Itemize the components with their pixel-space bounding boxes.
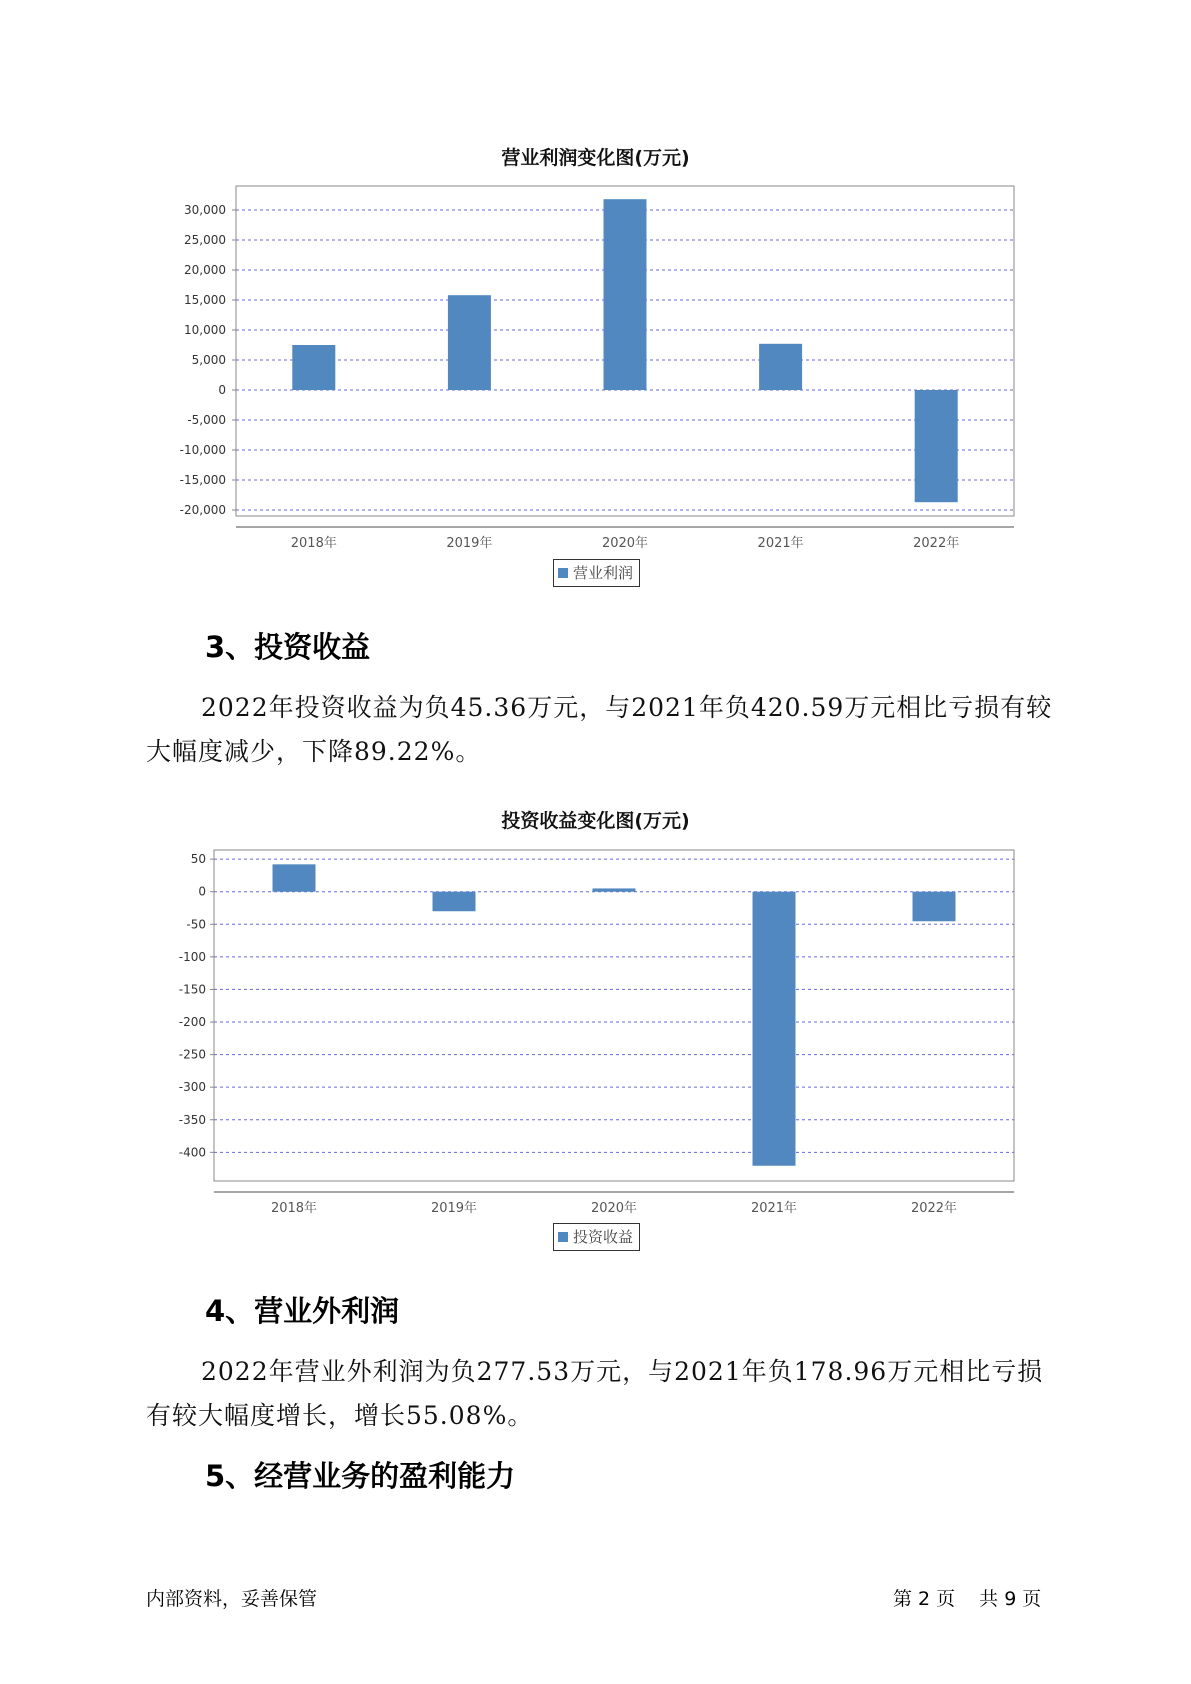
section-4-heading: 4、营业外利润	[205, 1294, 400, 1328]
y-tick-label: -150	[178, 982, 206, 997]
y-tick-label: 50	[190, 852, 206, 867]
y-tick-label: -20,000	[179, 503, 226, 517]
chart2-legend-label: 投资收益	[573, 1228, 634, 1246]
bar	[433, 892, 476, 912]
y-tick-label: -50	[186, 917, 206, 932]
section-3-heading: 3、投资收益	[205, 630, 371, 664]
page-mid: 页	[936, 1588, 956, 1610]
page-suffix: 页	[1022, 1588, 1042, 1610]
x-tick-label: 2018年	[270, 1201, 318, 1216]
y-tick-label: -10,000	[179, 443, 226, 457]
plot-area	[214, 850, 1014, 1181]
bar	[753, 892, 796, 1166]
x-tick-label: 2021年	[750, 1201, 798, 1216]
y-tick-label: 5,000	[191, 353, 226, 367]
section-5-heading: 5、经营业务的盈利能力	[205, 1459, 516, 1493]
page-prefix: 第	[893, 1588, 913, 1610]
page-current: 2	[918, 1588, 931, 1610]
legend-swatch	[558, 1232, 568, 1242]
y-tick-label: 0	[218, 383, 226, 397]
y-tick-label: -250	[178, 1047, 206, 1062]
y-tick-label: -5,000	[187, 413, 226, 427]
y-tick-label: 15,000	[184, 293, 226, 307]
x-tick-label: 2022年	[913, 536, 960, 551]
chart2-legend	[553, 1223, 640, 1251]
x-tick-label: 2020年	[601, 536, 649, 551]
page-total: 9	[1004, 1588, 1017, 1610]
chart2-title: 投资收益变化图(万元)	[501, 810, 690, 832]
y-tick-label: -350	[178, 1112, 206, 1127]
x-tick-label: 2019年	[430, 1201, 478, 1216]
y-tick-label: 20,000	[184, 263, 226, 277]
y-tick-label: 30,000	[184, 203, 226, 217]
x-tick-label: 2020年	[590, 1201, 638, 1216]
section-4-paragraph: 2022年营业外利润为负277.53万元，与2021年负178.96万元相比亏损有较大幅度增长，增长55.08%。	[146, 1357, 1044, 1430]
x-tick-label: 2022年	[910, 1201, 958, 1216]
bar	[273, 864, 316, 891]
y-tick-label: 25,000	[184, 233, 226, 247]
x-tick-label: 2019年	[446, 536, 493, 551]
y-tick-label: -100	[178, 949, 206, 964]
y-tick-label: -15,000	[179, 473, 226, 487]
y-tick-label: 10,000	[184, 323, 226, 337]
x-tick-label: 2018年	[290, 536, 337, 551]
bar	[593, 888, 636, 891]
section-3-paragraph: 2022年投资收益为负45.36万元，与2021年负420.59万元相比亏损有较大幅度减少，下降89.22%。	[146, 693, 1053, 766]
y-tick-label: -200	[178, 1015, 206, 1030]
page-total-prefix: 共	[979, 1588, 999, 1610]
footer-page-number	[893, 1584, 1047, 1611]
bar	[913, 892, 956, 922]
y-tick-label: -400	[178, 1145, 206, 1160]
x-tick-label: 2021年	[757, 536, 804, 551]
chart1-title: 营业利润变化图(万元)	[501, 147, 690, 169]
footer-confidential: 内部资料，妥善保管	[146, 1588, 318, 1610]
y-tick-label: -300	[178, 1080, 206, 1095]
y-tick-label: 0	[198, 884, 206, 899]
chart1-legend-label: 营业利润	[573, 564, 634, 582]
